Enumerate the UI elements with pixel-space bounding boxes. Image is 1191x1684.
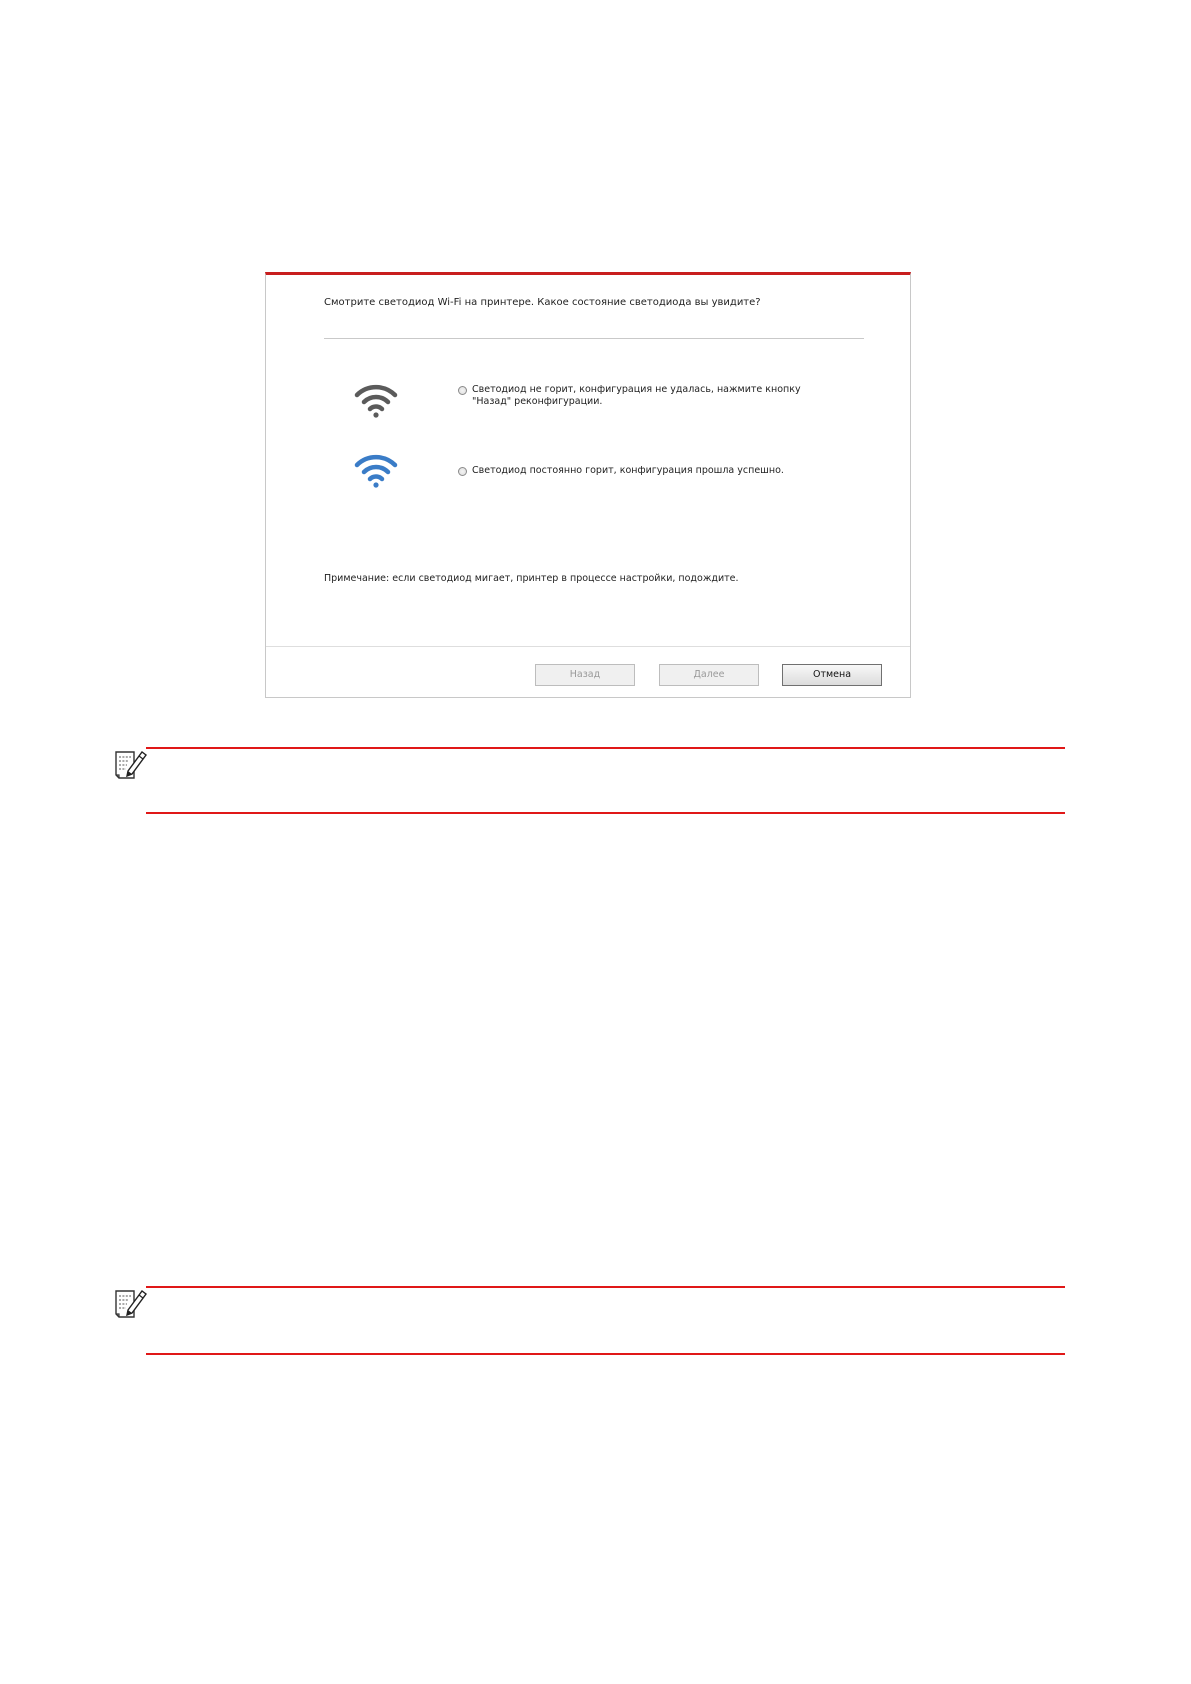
wifi-blue-icon	[354, 452, 398, 488]
radio-led-off[interactable]	[458, 386, 467, 395]
dialog-footer-divider	[266, 646, 910, 647]
radio-led-on[interactable]	[458, 467, 467, 476]
note-pencil-icon	[114, 748, 148, 782]
option-led-on[interactable]	[458, 465, 784, 477]
back-button[interactable]: Назад	[535, 664, 635, 686]
note-pencil-icon	[114, 1287, 148, 1321]
dialog-note: Примечание: если светодиод мигает, принтер в процессе настройки, подождите.	[324, 573, 739, 584]
note-bottom-rule	[146, 812, 1065, 814]
option-led-on-label: Светодиод постоянно горит, конфигурация прошла успешно.	[472, 465, 784, 476]
note-top-rule	[146, 1286, 1065, 1288]
option-led-off-label: Светодиод не горит, конфигурация не удалась, нажмите кнопку "Назад" реконфигурации.	[472, 384, 801, 407]
cancel-button[interactable]: Отмена	[782, 664, 882, 686]
dialog-question: Смотрите светодиод Wi-Fi на принтере. Какое состояние светодиода вы увидите?	[324, 297, 761, 308]
dialog-separator	[324, 338, 864, 339]
wifi-led-dialog	[265, 272, 911, 698]
option-led-off[interactable]	[458, 384, 802, 408]
note-bottom-rule	[146, 1353, 1065, 1355]
note-top-rule	[146, 747, 1065, 749]
next-button[interactable]: Далее	[659, 664, 759, 686]
wifi-gray-icon	[354, 382, 398, 418]
